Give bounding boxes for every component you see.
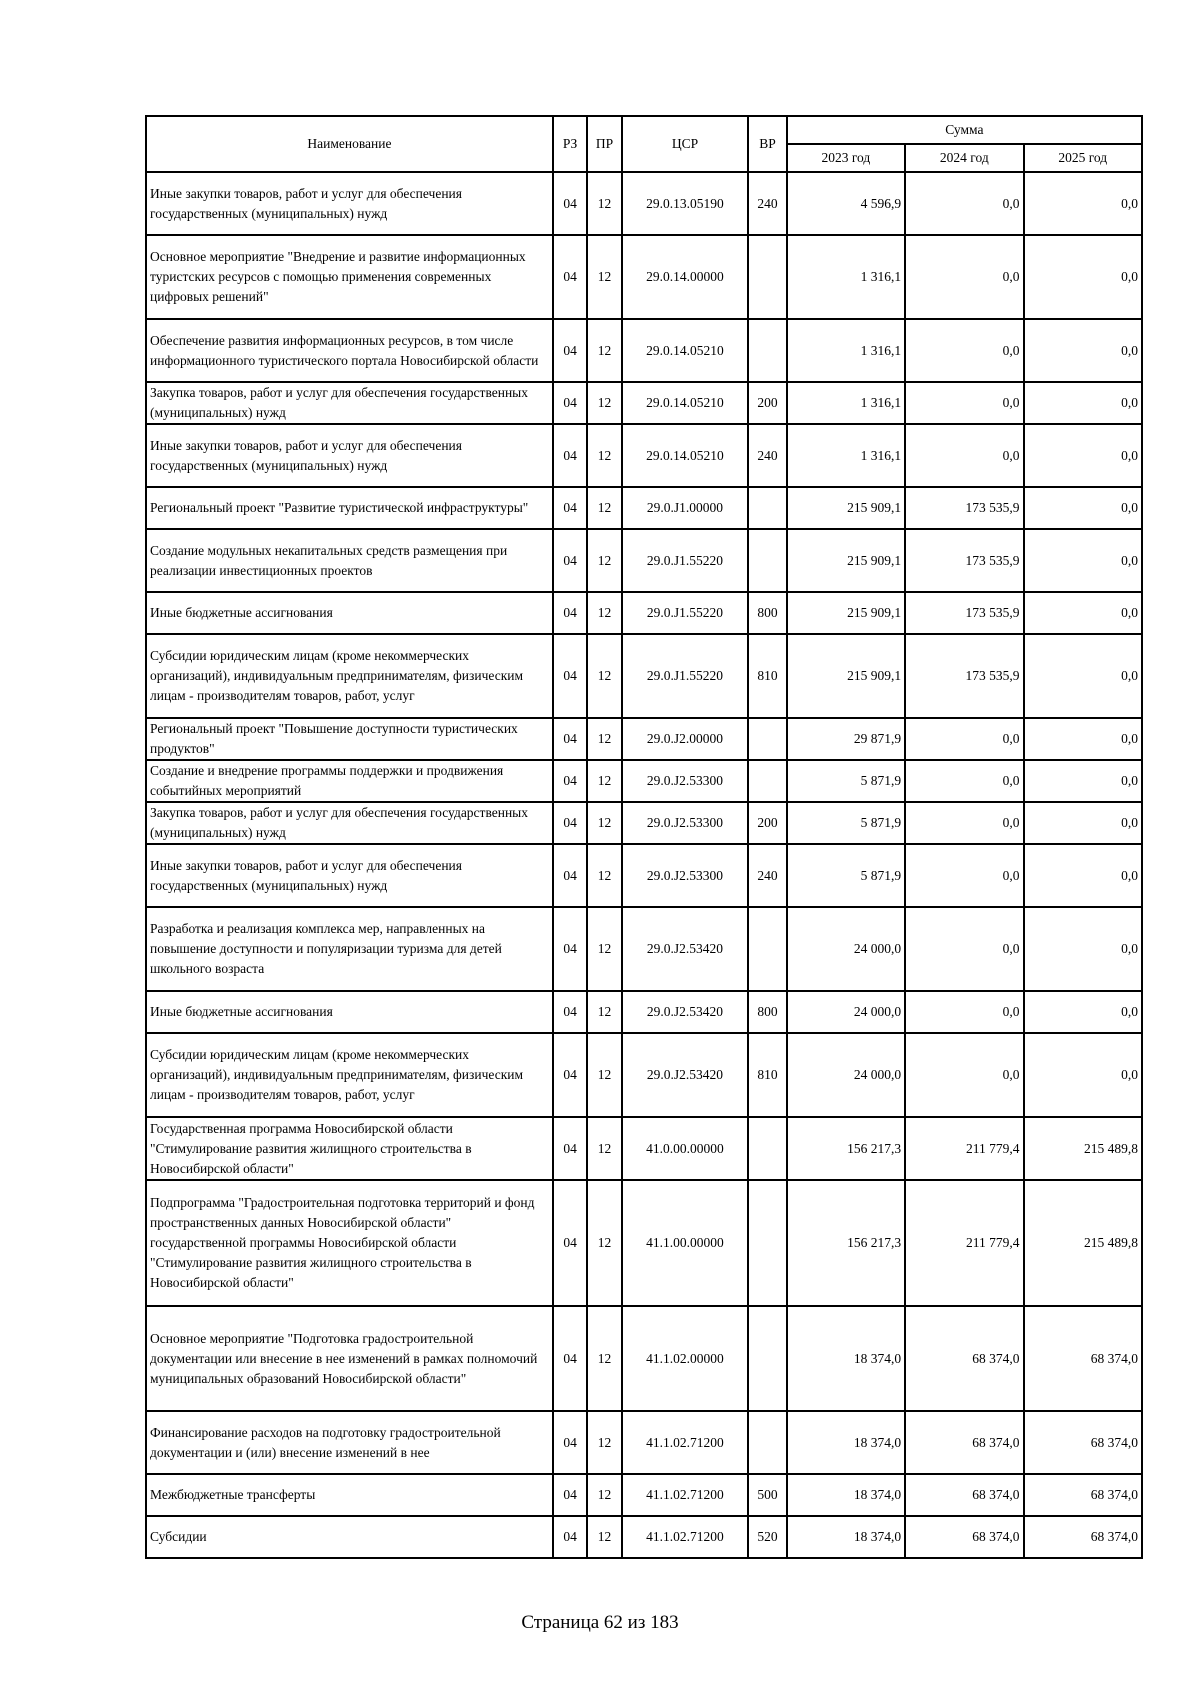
cell-2025: 0,0 — [1024, 844, 1142, 907]
table-row — [146, 844, 1142, 907]
cell-rz: 04 — [553, 991, 587, 1033]
table-row — [146, 1516, 1142, 1558]
cell-2025: 0,0 — [1024, 991, 1142, 1033]
cell-csr: 41.1.00.00000 — [622, 1180, 749, 1306]
cell-2023: 1 316,1 — [787, 235, 905, 319]
cell-vr — [748, 1411, 786, 1474]
cell-csr: 29.0.13.05190 — [622, 172, 749, 235]
cell-rz: 04 — [553, 1411, 587, 1474]
cell-vr: 200 — [748, 382, 786, 424]
cell-2023: 5 871,9 — [787, 802, 905, 844]
cell-pr: 12 — [587, 1180, 621, 1306]
cell-name: Разработка и реализация комплекса мер, направленных на повышение доступности и популяризации туризма для детей школьного возраста — [146, 907, 553, 991]
cell-pr: 12 — [587, 529, 621, 592]
cell-name: Основное мероприятие "Внедрение и развитие информационных туристских ресурсов с помощью применения современных цифровых решений" — [146, 235, 553, 319]
table-row — [146, 718, 1142, 760]
cell-2024: 0,0 — [905, 760, 1023, 802]
cell-csr: 29.0.14.05210 — [622, 382, 749, 424]
cell-pr: 12 — [587, 319, 621, 382]
header-vr: ВР — [748, 116, 786, 172]
cell-rz: 04 — [553, 1117, 587, 1180]
cell-2024: 68 374,0 — [905, 1516, 1023, 1558]
cell-2023: 18 374,0 — [787, 1411, 905, 1474]
cell-vr — [748, 487, 786, 529]
cell-2023: 29 871,9 — [787, 718, 905, 760]
cell-pr: 12 — [587, 1516, 621, 1558]
cell-vr — [748, 1180, 786, 1306]
cell-2025: 68 374,0 — [1024, 1474, 1142, 1516]
cell-2023: 1 316,1 — [787, 319, 905, 382]
cell-rz: 04 — [553, 718, 587, 760]
cell-rz: 04 — [553, 529, 587, 592]
cell-2023: 24 000,0 — [787, 991, 905, 1033]
table-row — [146, 1411, 1142, 1474]
cell-name: Подпрограмма "Градостроительная подготовка территорий и фонд пространственных данных Новосибирской области" государственной программы Новосибирской области "Стимулирование развития жилищного строительства в Новосибирской области" — [146, 1180, 553, 1306]
cell-csr: 29.0.J1.55220 — [622, 634, 749, 718]
cell-pr: 12 — [587, 844, 621, 907]
cell-csr: 29.0.J2.53420 — [622, 991, 749, 1033]
cell-vr: 200 — [748, 802, 786, 844]
cell-2024: 0,0 — [905, 172, 1023, 235]
cell-2023: 18 374,0 — [787, 1306, 905, 1411]
cell-2024: 68 374,0 — [905, 1411, 1023, 1474]
cell-pr: 12 — [587, 1474, 621, 1516]
cell-csr: 41.1.02.71200 — [622, 1411, 749, 1474]
cell-vr — [748, 718, 786, 760]
cell-rz: 04 — [553, 235, 587, 319]
cell-csr: 41.1.02.71200 — [622, 1516, 749, 1558]
table-row — [146, 991, 1142, 1033]
table-row — [146, 634, 1142, 718]
cell-csr: 29.0.14.00000 — [622, 235, 749, 319]
table-row — [146, 760, 1142, 802]
cell-2025: 0,0 — [1024, 718, 1142, 760]
cell-pr: 12 — [587, 235, 621, 319]
cell-pr: 12 — [587, 907, 621, 991]
cell-pr: 12 — [587, 382, 621, 424]
cell-2024: 173 535,9 — [905, 487, 1023, 529]
cell-2025: 0,0 — [1024, 529, 1142, 592]
cell-2024: 0,0 — [905, 424, 1023, 487]
cell-csr: 29.0.J2.53300 — [622, 802, 749, 844]
cell-2024: 0,0 — [905, 718, 1023, 760]
cell-2024: 0,0 — [905, 319, 1023, 382]
cell-name: Обеспечение развития информационных ресурсов, в том числе информационного туристического портала Новосибирской области — [146, 319, 553, 382]
cell-2025: 68 374,0 — [1024, 1516, 1142, 1558]
cell-rz: 04 — [553, 1474, 587, 1516]
cell-vr — [748, 1306, 786, 1411]
cell-pr: 12 — [587, 634, 621, 718]
header-rz: РЗ — [553, 116, 587, 172]
cell-csr: 29.0.J1.55220 — [622, 529, 749, 592]
cell-vr: 240 — [748, 844, 786, 907]
cell-pr: 12 — [587, 1306, 621, 1411]
table-row — [146, 172, 1142, 235]
cell-2025: 0,0 — [1024, 424, 1142, 487]
cell-rz: 04 — [553, 1306, 587, 1411]
cell-vr — [748, 529, 786, 592]
cell-2024: 0,0 — [905, 991, 1023, 1033]
cell-vr: 800 — [748, 991, 786, 1033]
cell-pr: 12 — [587, 802, 621, 844]
cell-2025: 0,0 — [1024, 634, 1142, 718]
cell-name: Закупка товаров, работ и услуг для обеспечения государственных (муниципальных) нужд — [146, 802, 553, 844]
cell-rz: 04 — [553, 424, 587, 487]
cell-csr: 41.0.00.00000 — [622, 1117, 749, 1180]
cell-csr: 41.1.02.00000 — [622, 1306, 749, 1411]
cell-name: Иные бюджетные ассигнования — [146, 991, 553, 1033]
cell-pr: 12 — [587, 487, 621, 529]
cell-csr: 41.1.02.71200 — [622, 1474, 749, 1516]
header-year-2023: 2023 год — [787, 144, 905, 172]
cell-rz: 04 — [553, 760, 587, 802]
cell-name: Субсидии — [146, 1516, 553, 1558]
table-row — [146, 907, 1142, 991]
cell-name: Создание и внедрение программы поддержки и продвижения событийных мероприятий — [146, 760, 553, 802]
cell-rz: 04 — [553, 1180, 587, 1306]
cell-rz: 04 — [553, 907, 587, 991]
cell-2023: 24 000,0 — [787, 907, 905, 991]
cell-csr: 29.0.14.05210 — [622, 424, 749, 487]
cell-2023: 215 909,1 — [787, 529, 905, 592]
cell-vr — [748, 235, 786, 319]
cell-2025: 0,0 — [1024, 907, 1142, 991]
cell-name: Иные закупки товаров, работ и услуг для обеспечения государственных (муниципальных) нужд — [146, 844, 553, 907]
cell-2024: 68 374,0 — [905, 1474, 1023, 1516]
cell-vr: 240 — [748, 424, 786, 487]
cell-rz: 04 — [553, 802, 587, 844]
table-row — [146, 1474, 1142, 1516]
cell-vr: 800 — [748, 592, 786, 634]
cell-2025: 0,0 — [1024, 1033, 1142, 1117]
cell-pr: 12 — [587, 172, 621, 235]
cell-name: Финансирование расходов на подготовку градостроительной документации и (или) внесение изменений в нее — [146, 1411, 553, 1474]
table-row — [146, 1117, 1142, 1180]
cell-2025: 0,0 — [1024, 487, 1142, 529]
cell-2025: 0,0 — [1024, 319, 1142, 382]
cell-2025: 0,0 — [1024, 172, 1142, 235]
cell-2024: 173 535,9 — [905, 592, 1023, 634]
cell-vr: 240 — [748, 172, 786, 235]
cell-2025: 0,0 — [1024, 760, 1142, 802]
cell-2024: 0,0 — [905, 382, 1023, 424]
table-header — [146, 116, 1142, 172]
header-pr: ПР — [587, 116, 621, 172]
cell-rz: 04 — [553, 382, 587, 424]
cell-name: Региональный проект "Развитие туристической инфраструктуры" — [146, 487, 553, 529]
cell-2023: 215 909,1 — [787, 634, 905, 718]
cell-2025: 68 374,0 — [1024, 1306, 1142, 1411]
cell-2023: 4 596,9 — [787, 172, 905, 235]
cell-2024: 211 779,4 — [905, 1180, 1023, 1306]
cell-csr: 29.0.J2.53300 — [622, 760, 749, 802]
cell-pr: 12 — [587, 424, 621, 487]
cell-pr: 12 — [587, 1411, 621, 1474]
cell-rz: 04 — [553, 319, 587, 382]
cell-pr: 12 — [587, 991, 621, 1033]
cell-csr: 29.0.14.05210 — [622, 319, 749, 382]
cell-rz: 04 — [553, 1516, 587, 1558]
cell-pr: 12 — [587, 1117, 621, 1180]
cell-2023: 215 909,1 — [787, 487, 905, 529]
cell-name: Закупка товаров, работ и услуг для обеспечения государственных (муниципальных) нужд — [146, 382, 553, 424]
cell-name: Иные бюджетные ассигнования — [146, 592, 553, 634]
cell-2023: 5 871,9 — [787, 760, 905, 802]
table-row — [146, 424, 1142, 487]
cell-rz: 04 — [553, 592, 587, 634]
cell-name: Иные закупки товаров, работ и услуг для обеспечения государственных (муниципальных) нужд — [146, 172, 553, 235]
table-row — [146, 487, 1142, 529]
cell-name: Субсидии юридическим лицам (кроме некоммерческих организаций), индивидуальным предпринимателям, физическим лицам - производителям товаров, работ, услуг — [146, 634, 553, 718]
cell-2024: 0,0 — [905, 235, 1023, 319]
table-body — [146, 172, 1142, 1558]
cell-vr — [748, 907, 786, 991]
cell-vr: 500 — [748, 1474, 786, 1516]
cell-csr: 29.0.J2.53420 — [622, 907, 749, 991]
header-year-2025: 2025 год — [1024, 144, 1142, 172]
cell-pr: 12 — [587, 718, 621, 760]
cell-name: Государственная программа Новосибирской области "Стимулирование развития жилищного строительства в Новосибирской области" — [146, 1117, 553, 1180]
cell-2024: 173 535,9 — [905, 529, 1023, 592]
cell-2024: 211 779,4 — [905, 1117, 1023, 1180]
cell-name: Основное мероприятие "Подготовка градостроительной документации или внесение в нее изменений в рамках полномочий муниципальных образований Новосибирской области" — [146, 1306, 553, 1411]
cell-vr — [748, 1117, 786, 1180]
cell-rz: 04 — [553, 487, 587, 529]
header-name: Наименование — [146, 116, 553, 172]
cell-rz: 04 — [553, 1033, 587, 1117]
cell-csr: 29.0.J2.53420 — [622, 1033, 749, 1117]
cell-2024: 0,0 — [905, 802, 1023, 844]
cell-name: Иные закупки товаров, работ и услуг для обеспечения государственных (муниципальных) нужд — [146, 424, 553, 487]
table-row — [146, 382, 1142, 424]
cell-pr: 12 — [587, 592, 621, 634]
cell-2025: 215 489,8 — [1024, 1117, 1142, 1180]
cell-2025: 68 374,0 — [1024, 1411, 1142, 1474]
table-row — [146, 802, 1142, 844]
cell-2025: 0,0 — [1024, 235, 1142, 319]
table-row — [146, 529, 1142, 592]
cell-2024: 68 374,0 — [905, 1306, 1023, 1411]
cell-2023: 156 217,3 — [787, 1117, 905, 1180]
cell-rz: 04 — [553, 634, 587, 718]
cell-vr: 810 — [748, 634, 786, 718]
cell-2025: 215 489,8 — [1024, 1180, 1142, 1306]
budget-table — [145, 115, 1143, 1559]
page-number: Страница 62 из 183 — [521, 1612, 679, 1633]
cell-2023: 1 316,1 — [787, 424, 905, 487]
cell-2023: 18 374,0 — [787, 1516, 905, 1558]
table-row — [146, 1306, 1142, 1411]
cell-2024: 0,0 — [905, 907, 1023, 991]
table-row — [146, 235, 1142, 319]
table-row — [146, 592, 1142, 634]
header-year-2024: 2024 год — [905, 144, 1023, 172]
cell-2025: 0,0 — [1024, 802, 1142, 844]
cell-vr — [748, 319, 786, 382]
cell-2025: 0,0 — [1024, 592, 1142, 634]
cell-2023: 24 000,0 — [787, 1033, 905, 1117]
table-row — [146, 1033, 1142, 1117]
cell-csr: 29.0.J2.53300 — [622, 844, 749, 907]
table-row — [146, 1180, 1142, 1306]
cell-rz: 04 — [553, 172, 587, 235]
cell-vr — [748, 760, 786, 802]
cell-pr: 12 — [587, 760, 621, 802]
cell-2024: 173 535,9 — [905, 634, 1023, 718]
cell-name: Создание модульных некапитальных средств размещения при реализации инвестиционных проектов — [146, 529, 553, 592]
cell-2023: 215 909,1 — [787, 592, 905, 634]
cell-csr: 29.0.J1.00000 — [622, 487, 749, 529]
cell-2023: 1 316,1 — [787, 382, 905, 424]
cell-2024: 0,0 — [905, 844, 1023, 907]
header-csr: ЦСР — [622, 116, 749, 172]
cell-2023: 5 871,9 — [787, 844, 905, 907]
cell-2023: 156 217,3 — [787, 1180, 905, 1306]
cell-2023: 18 374,0 — [787, 1474, 905, 1516]
cell-csr: 29.0.J2.00000 — [622, 718, 749, 760]
cell-rz: 04 — [553, 844, 587, 907]
header-sum: Сумма — [787, 116, 1142, 144]
cell-pr: 12 — [587, 1033, 621, 1117]
cell-name: Межбюджетные трансферты — [146, 1474, 553, 1516]
cell-csr: 29.0.J1.55220 — [622, 592, 749, 634]
cell-name: Субсидии юридическим лицам (кроме некоммерческих организаций), индивидуальным предпринимателям, физическим лицам - производителям товаров, работ, услуг — [146, 1033, 553, 1117]
cell-name: Региональный проект "Повышение доступности туристических продуктов" — [146, 718, 553, 760]
table-row — [146, 319, 1142, 382]
cell-2024: 0,0 — [905, 1033, 1023, 1117]
cell-vr: 520 — [748, 1516, 786, 1558]
cell-vr: 810 — [748, 1033, 786, 1117]
cell-2025: 0,0 — [1024, 382, 1142, 424]
